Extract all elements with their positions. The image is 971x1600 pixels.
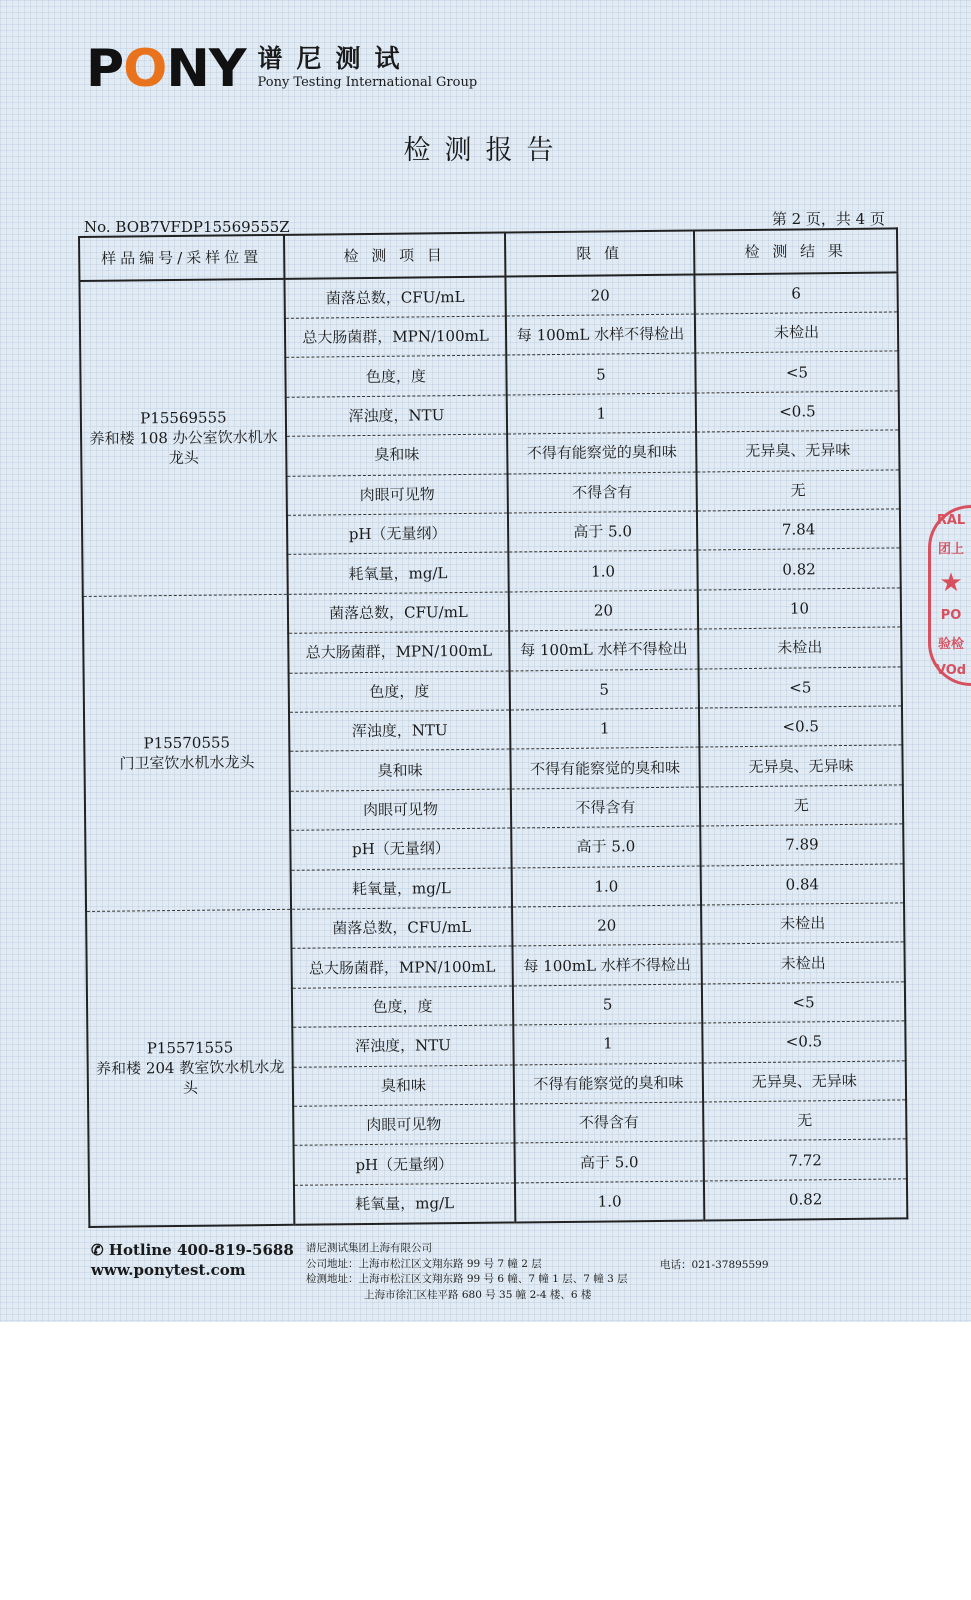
result-cell: <5: [702, 982, 905, 1024]
test-item-cell: 耗氧量，mg/L: [294, 1183, 515, 1225]
test-item-cell: 总大肠菌群，MPN/100mL: [291, 946, 512, 988]
sample-cell: [83, 594, 291, 911]
test-item-cell: 肉眼可见物: [290, 789, 511, 831]
limit-cell: 20: [512, 905, 701, 946]
sample-location: 养和楼 108 办公室饮水机水龙头: [89, 427, 278, 467]
logo-letter: P: [86, 39, 124, 99]
result-cell: <5: [699, 666, 902, 708]
results-table: [78, 227, 908, 1228]
result-cell: 7.89: [700, 824, 903, 866]
test-item-cell: 总大肠菌群，MPN/100mL: [288, 631, 509, 673]
pony-logo: [86, 39, 478, 99]
limit-cell: 不得有能察觉的臭和味: [510, 747, 699, 788]
result-cell: <0.5: [699, 706, 902, 748]
result-cell: 无: [697, 469, 900, 511]
header-sample: 样品编号/采样位置: [79, 235, 284, 281]
footer-company-address: 公司地址：上海市松江区文翔东路 99 号 7 幢 2 层: [306, 1257, 542, 1270]
result-cell: 10: [698, 588, 901, 630]
limit-cell: 不得含有: [511, 787, 700, 828]
result-cell: 7.84: [697, 509, 900, 551]
footer-company: 谱尼测试集团上海有限公司: [306, 1242, 432, 1254]
result-cell: 0.82: [704, 1179, 907, 1221]
result-cell: 无异臭、无异味: [703, 1061, 906, 1103]
result-cell: 未检出: [695, 312, 898, 354]
limit-cell: 不得有能察觉的臭和味: [507, 432, 696, 473]
test-item-cell: pH（无量纲）: [294, 1143, 515, 1185]
page-indicator: 第 2 页，共 4 页: [771, 210, 885, 228]
test-item-cell: 浑浊度，NTU: [286, 395, 507, 437]
test-item-cell: 肉眼可见物: [287, 474, 508, 516]
stamp-text: 验检: [937, 637, 964, 653]
table-body: [79, 272, 907, 1227]
stamp-text: PO: [940, 608, 962, 624]
test-item-cell: 浑浊度，NTU: [289, 710, 510, 752]
result-cell: 无异臭、无异味: [696, 430, 899, 472]
test-item-cell: 耗氧量，mg/L: [291, 868, 512, 910]
report-title: 检测报告: [403, 135, 568, 166]
limit-cell: 不得含有: [514, 1102, 703, 1143]
limit-cell: 5: [513, 984, 702, 1025]
stamp-text: 团上: [937, 542, 964, 558]
header-limit: 限 值: [505, 231, 694, 277]
seal-stamp: [928, 505, 971, 686]
footer-test-address: 检测地址：上海市松江区文翔东路 99 号 6 幢、7 幢 1 层、7 幢 3 层: [306, 1273, 628, 1285]
footer-hotline: ✆ Hotline 400-819-5688: [91, 1241, 294, 1259]
test-item-cell: 耗氧量，mg/L: [287, 552, 508, 594]
star-icon: ★: [939, 567, 963, 598]
footer-contact: [91, 1240, 294, 1280]
result-cell: 无: [700, 785, 903, 827]
result-cell: 无: [703, 1100, 906, 1142]
sample-id: P15569555: [140, 408, 227, 428]
footer-website: www.ponytest.com: [91, 1261, 246, 1279]
limit-cell: 1: [510, 708, 699, 749]
test-item-cell: 菌落总数，CFU/mL: [291, 907, 512, 949]
limit-cell: 每 100mL 水样不得检出: [512, 944, 701, 985]
header-item: 检 测 项 目: [284, 233, 505, 279]
limit-cell: 不得含有: [508, 472, 697, 513]
limit-cell: 高于 5.0: [515, 1141, 704, 1182]
result-cell: 6: [694, 272, 897, 314]
test-item-cell: 臭和味: [293, 1065, 514, 1107]
result-cell: 0.82: [697, 548, 900, 590]
limit-cell: 高于 5.0: [508, 511, 697, 552]
result-cell: 未检出: [701, 942, 904, 984]
result-cell: <0.5: [702, 1021, 905, 1063]
limit-cell: 不得有能察觉的臭和味: [514, 1063, 703, 1104]
test-item-cell: pH（无量纲）: [287, 513, 508, 555]
test-item-cell: pH（无量纲）: [290, 828, 511, 870]
limit-cell: 20: [505, 275, 694, 316]
footer-addresses: [306, 1241, 628, 1303]
test-item-cell: 色度，度: [285, 355, 506, 397]
limit-cell: 1.0: [515, 1181, 704, 1223]
limit-cell: 1: [507, 393, 696, 434]
logo-letter-o: O: [123, 39, 167, 99]
limit-cell: 1.0: [512, 866, 701, 907]
result-cell: <5: [695, 351, 898, 393]
sample-cell: [86, 909, 294, 1227]
sample-location: 养和楼 204 教室饮水机水龙头: [96, 1057, 285, 1097]
stamp-text: RAL: [936, 513, 966, 529]
test-item-cell: 臭和味: [289, 749, 510, 791]
limit-cell: 1: [513, 1023, 702, 1064]
limit-cell: 1.0: [508, 550, 697, 591]
sample-id: P15570555: [143, 733, 231, 753]
limit-cell: 5: [506, 353, 695, 394]
sample-location: 门卫室饮水机水龙头: [119, 753, 255, 773]
limit-cell: 5: [510, 669, 699, 710]
stamp-text: VOd: [935, 662, 967, 678]
report-number: No. BOB7VFDP15569555Z: [84, 218, 290, 236]
logo-letter: NY: [166, 39, 246, 99]
test-item-cell: 总大肠菌群，MPN/100mL: [285, 316, 506, 358]
footer-test-address-2: 上海市徐汇区桂平路 680 号 35 幢 2-4 楼、6 楼: [364, 1288, 592, 1301]
test-item-cell: 臭和味: [286, 434, 507, 476]
result-cell: <0.5: [696, 391, 899, 433]
logo-english-name: Pony Testing International Group: [257, 75, 478, 90]
logo-chinese-name: 谱尼测试: [257, 44, 414, 73]
test-item-cell: 肉眼可见物: [293, 1104, 514, 1146]
result-cell: 0.84: [701, 863, 904, 905]
result-cell: 未检出: [701, 903, 904, 945]
logo-wordmark: [86, 39, 246, 99]
logo-text: [258, 44, 478, 92]
test-item-cell: 色度，度: [289, 671, 510, 713]
sample-id: P15571555: [146, 1038, 234, 1058]
sample-cell: [79, 279, 287, 596]
result-cell: 未检出: [698, 627, 901, 669]
result-cell: 无异臭、无异味: [699, 745, 902, 787]
footer-phone: 电话：021-37895599: [660, 1259, 769, 1271]
test-item-cell: 浑浊度，NTU: [292, 1025, 513, 1067]
test-item-cell: 菌落总数，CFU/mL: [284, 277, 505, 319]
test-item-cell: 菌落总数，CFU/mL: [288, 592, 509, 634]
result-cell: 7.72: [704, 1139, 907, 1181]
limit-cell: 20: [509, 590, 698, 631]
header-result: 检 测 结 果: [694, 228, 897, 274]
limit-cell: 高于 5.0: [511, 826, 700, 867]
limit-cell: 每 100mL 水样不得检出: [506, 314, 695, 355]
limit-cell: 每 100mL 水样不得检出: [509, 629, 698, 670]
test-item-cell: 色度，度: [292, 986, 513, 1028]
